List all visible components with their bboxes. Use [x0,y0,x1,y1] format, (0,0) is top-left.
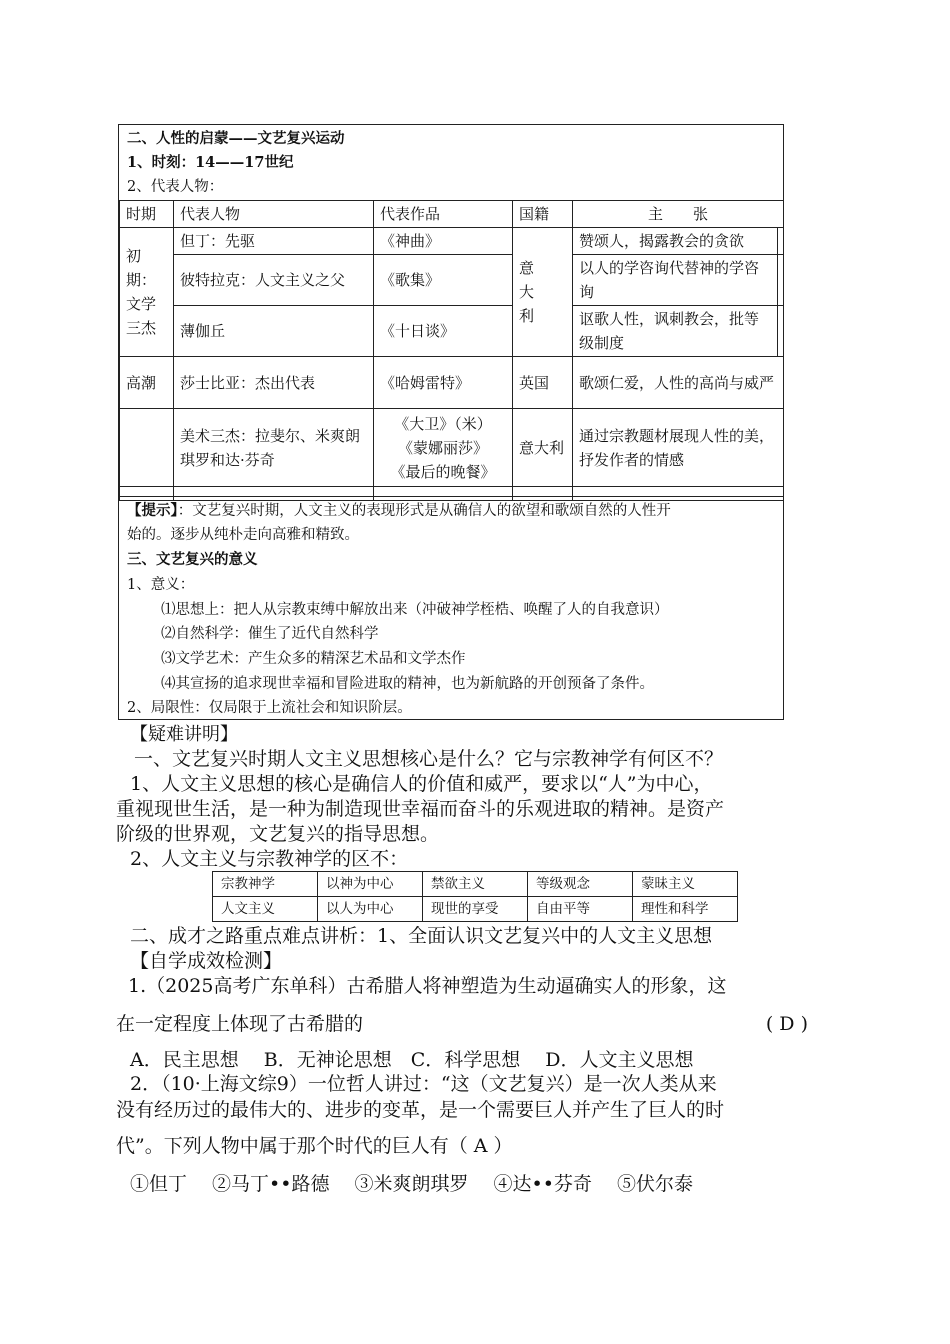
figures-table [119,200,784,501]
q2-line2: 没有经历过的最伟大的、进步的变革，是一个需要巨人并产生了巨人的时 [116,1099,725,1121]
header-work: 代表作品 [374,201,513,228]
table-row [120,409,784,487]
q2-line1: 2．（10·上海文综9）一位哲人讲过：“这（文艺复兴）是一次人类从来 [130,1073,717,1095]
explain-a1-line2: 重视现世生活，是一种为制造现世幸福而奋斗的乐观进取的精神。是资产 [116,798,725,820]
figure-cell: 彼特拉克：人文主义之父 [174,255,374,306]
table-header-row [120,201,784,228]
explain-a1-line3: 阶级的世界观，文艺复兴的指导思想。 [116,823,440,845]
work-cell: 《歌集》 [374,255,513,306]
work-cell: 《十日谈》 [374,306,513,357]
header-period: 时期 [120,201,174,228]
nation-cell: 英国 [513,357,573,409]
tip-line-2: 始的。逐步从纯朴走向高雅和精致。 [127,527,359,543]
claim-cell: 赞颂人，揭露教会的贪欲 [573,228,778,255]
cell: 以人为中心 [318,897,423,922]
selftest-heading: 【自学成效检测】 [130,950,283,972]
work-cell: 《神曲》 [374,228,513,255]
cell: 自由平等 [528,897,633,922]
table-row [120,357,784,409]
claim-cell: 讴歌人性，讽刺教会，批等级制度 [573,306,778,357]
cell: 宗教神学 [213,872,318,897]
figure-cell: 莎士比亚：杰出代表 [174,357,374,409]
meaning-item: ⑴思想上：把人从宗教束缚中解放出来（冲破神学桎梏、唤醒了人的自我意识） [161,602,669,618]
table-row [213,872,738,897]
q1-options: A．民主思想 B．无神论思想 C．科学思想 D．人文主义思想 [130,1049,694,1071]
meaning-item: ⑶文学艺术：产生众多的精深艺术品和文学杰作 [161,651,466,667]
header-claim: 主 张 [573,201,784,228]
table-row [213,897,738,922]
header-figure: 代表人物 [174,201,374,228]
figures-label: 2、代表人物： [127,179,224,195]
period-cell: 高潮 [120,357,174,409]
work-cell: 《哈姆雷特》 [374,357,513,409]
figure-cell: 但丁：先驱 [174,228,374,255]
tip-line-1 [127,499,671,524]
meaning-item: ⑵自然科学：催生了近代自然科学 [161,626,379,642]
divider [119,496,783,497]
cell: 理性和科学 [633,897,738,922]
figure-cell: 薄伽丘 [174,306,374,357]
header-nation: 国籍 [513,201,573,228]
claim-cell: 以人的学咨询代替神的学咨询 [573,255,778,306]
table-row [120,306,784,357]
q1-line2: 在一定程度上体现了古希腊的 [116,1013,364,1035]
q1-answer: ( D ) [765,1013,808,1035]
tip-text: ：文艺复兴时期，人文主义的表现形式是从确信人的欲望和歌颂自然的人性开 [177,503,671,519]
cell: 等级观念 [528,872,633,897]
cell: 蒙昧主义 [633,872,738,897]
path-line: 二、成才之路重点难点讲析：1、全面认识文艺复兴中的人文主义思想 [130,925,713,947]
cell: 现世的享受 [423,897,528,922]
cell: 以神为中心 [318,872,423,897]
work-cell: 《大卫》（米） 《蒙娜丽莎》 《最后的晚餐》 [374,409,513,487]
q1-line1: 1.（2025高考广东单科）古希腊人将神塑造为生动逼确实人的形象，这 [128,975,727,997]
q2-line3: 代”。下列人物中属于那个时代的巨人有（ A ） [116,1135,513,1157]
claim-cell: 歌颂仁爱，人性的高尚与威严 [573,357,784,409]
table-row [120,228,784,255]
explain-q1: 一、文艺复兴时期人文主义思想核心是什么？它与宗教神学有何区不？ [134,748,724,770]
nation-cell: 意大利 [513,409,573,487]
explain-a1-line1: 1、人文主义思想的核心是确信人的价值和威严，要求以“人”为中心， [130,773,713,795]
tip-label: 【提示】 [127,502,178,519]
figure-cell: 美术三杰：拉斐尔、米爽朗琪罗和达·芬奇 [174,409,374,487]
table-row [120,255,784,306]
content-frame [118,124,784,720]
q2-options: ①但丁 ②马丁••路德 ③米爽朗琪罗 ④达••芬奇 ⑤伏尔泰 [130,1173,693,1195]
explain-a2: 2、人文主义与宗教神学的区不： [130,848,409,870]
nation-italy-cell: 意 大 利 [513,228,573,357]
explain-heading: 【疑难讲明】 [130,724,238,745]
limitation-line: 2、局限性：仅局限于上流社会和知识阶层。 [127,700,412,716]
claim-cell: 通过宗教题材展现人性的美，抒发作者的情感 [573,409,784,487]
comparison-table [212,871,738,922]
time-line: 1、时刻：14——17世纪 [127,154,294,171]
meaning-label: 1、意义： [127,577,195,593]
cell: 人文主义 [213,897,318,922]
meaning-item: ⑷其宣扬的追求现世幸福和冒险进取的精神，也为新航路的开创预备了条件。 [161,676,654,692]
section-2-title: 二、人性的启蒙——文艺复兴运动 [127,130,345,147]
early-period-cell: 初 期： 文学 三杰 [120,228,174,357]
section-3-title: 三、文艺复兴的意义 [127,551,258,568]
cell: 禁欲主义 [423,872,528,897]
